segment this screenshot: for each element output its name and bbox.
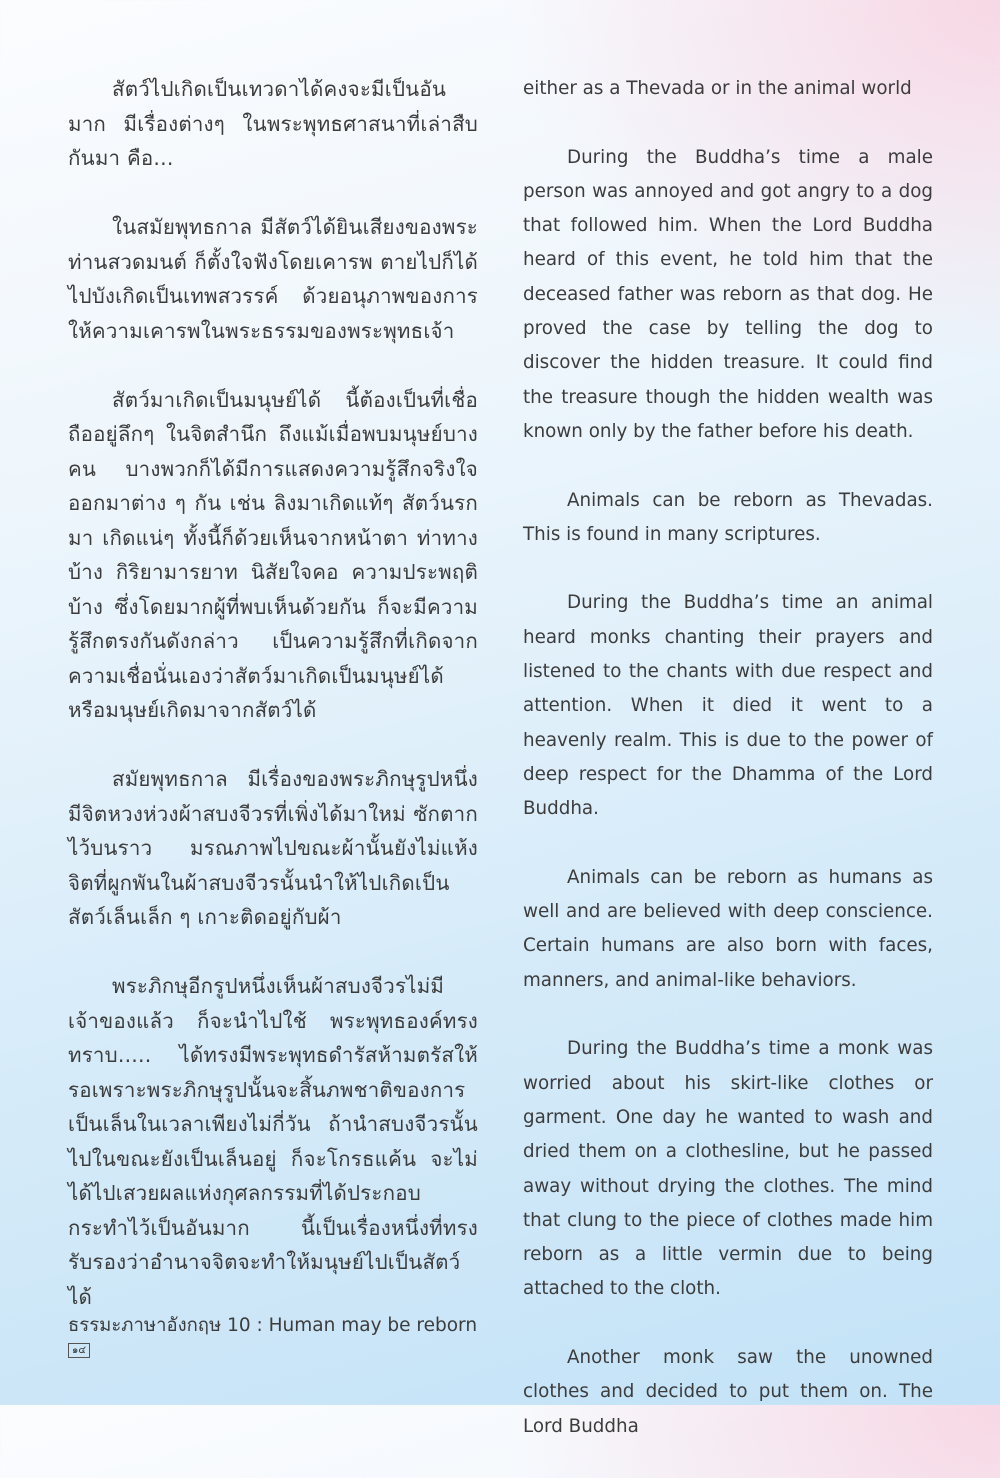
english-paragraph: Animals can be reborn as humans as well and are believed with deep conscience. Certain humans are also born with faces, manners, and animal-like behaviors. [523, 866, 933, 991]
page-number: ๑๔ [68, 1343, 90, 1358]
english-paragraph: Another monk saw the unowned clothes and decided to put them on. The Lord Buddha [523, 1346, 933, 1437]
thai-paragraph: สมัยพุทธกาล มีเรื่องของพระภิกษุรูปหนึ่งมีจิตหวงห่วงผ้าสบงจีวรที่เพิ่งได้มาใหม่ ซักตากไว้บนราว มรณภาพไปขณะผ้านั้นยังไม่แห้ง จิตที่ผูกพันในผ้าสบงจีวรนั้นนำให้ไปเกิดเป็นสัตว์เล็นเล็ก ๆ เกาะติดอยู่กับผ้า [68, 767, 478, 929]
thai-paragraph: สัตว์ไปเกิดเป็นเทวดาได้คงจะมีเป็นอันมาก มีเรื่องต่างๆ ในพระพุทธศาสนาที่เล่าสืบกันมา คือ... [68, 77, 478, 170]
english-paragraph: During the Buddha’s time a male person was annoyed and got angry to a dog that followed him. When the Lord Buddha heard of this event, he told him that the deceased father was reborn as that dog. He proved the case by telling the dog to discover the hidden treasure. It could find the treasure though the hidden wealth was known only by the father before his death. [523, 146, 933, 442]
footer-title: ธรรมะภาษาอังกฤษ 10 : Human may be reborn [68, 1315, 478, 1336]
english-paragraph: During the Buddha’s time a monk was worried about his skirt-like clothes or garment. One day he wanted to wash and dried them on a clothesline, but he passed away without drying the clothes. The mind that clung to the piece of clothes made him reborn as a little vermin due to being attached to the cloth. [523, 1038, 933, 1300]
thai-paragraph: สัตว์มาเกิดเป็นมนุษย์ได้ นี้ต้องเป็นที่เชื่อถืออยู่ลึกๆ ในจิตสำนึก ถึงแม้เมื่อพบมนุษย์บางคน บางพวกก็ได้มีการแสดงความรู้สึกจริงใจออกมาต่าง ๆ กัน เช่น ลิงมาเกิดแท้ๆ สัตว์นรกมา เกิดแน่ๆ ทั้งนี้ก็ด้วยเห็นจากหน้าตา ท่าทางบ้าง กิริยามารยาท นิสัยใจคอ ความประพฤติบ้าง ซึ่งโดยมากผู้ที่พบเห็นด้วยกัน ก็จะมีความรู้สึกตรงกันดังกล่าว เป็นความรู้สึกที่เกิดจากความเชื่อนั่นเองว่าสัตว์มาเกิดเป็นมนุษย์ได้ หรือมนุษย์เกิดมาจากสัตว์ได้ [68, 387, 478, 722]
english-paragraph: either as a Thevada or in the animal world [523, 78, 912, 99]
thai-column [68, 72, 478, 1349]
english-paragraph: During the Buddha’s time an animal heard monks chanting their prayers and listened to the chants with due respect and attention. When it died it went to a heavenly realm. This is due to the power of deep respect for the Dhamma of the Lord Buddha. [523, 592, 933, 820]
english-column [523, 72, 933, 1478]
thai-paragraph: พระภิกษุอีกรูปหนึ่งเห็นผ้าสบงจีวรไม่มีเจ้าของแล้ว ก็จะนำไปใช้ พระพุทธองค์ทรงทราบ..... ได้ทรงมีพระพุทธดำรัสห้ามตรัสให้รอเพราะพระภิกษุรูปนั้นจะสิ้นภพชาติของการเป็นเล็นในเวลาเพียงไม่กี่วัน ถ้านำสบงจีวรนั้นไปในขณะยังเป็นเล็นอยู่ ก็จะโกรธแค้น จะไม่ได้ไปเสวยผลแห่งกุศลกรรมที่ได้ประกอบกระทำไว้เป็นอันมาก นี้เป็นเรื่องหนึ่งที่ทรงรับรองว่าอำนาจจิตจะทำให้มนุษย์ไปเป็นสัตว์ได้ [68, 974, 478, 1309]
thai-paragraph: ในสมัยพุทธกาล มีสัตว์ได้ยินเสียงของพระท่านสวดมนต์ ก็ตั้งใจฟังโดยเคารพ ตายไปก็ได้ไปบังเกิดเป็นเทพสวรรค์ ด้วยอนุภาพของการให้ความเคารพในพระธรรมของพระพุทธเจ้า [68, 215, 478, 343]
english-paragraph: Animals can be reborn as Thevadas. This is found in many scriptures. [523, 489, 933, 545]
